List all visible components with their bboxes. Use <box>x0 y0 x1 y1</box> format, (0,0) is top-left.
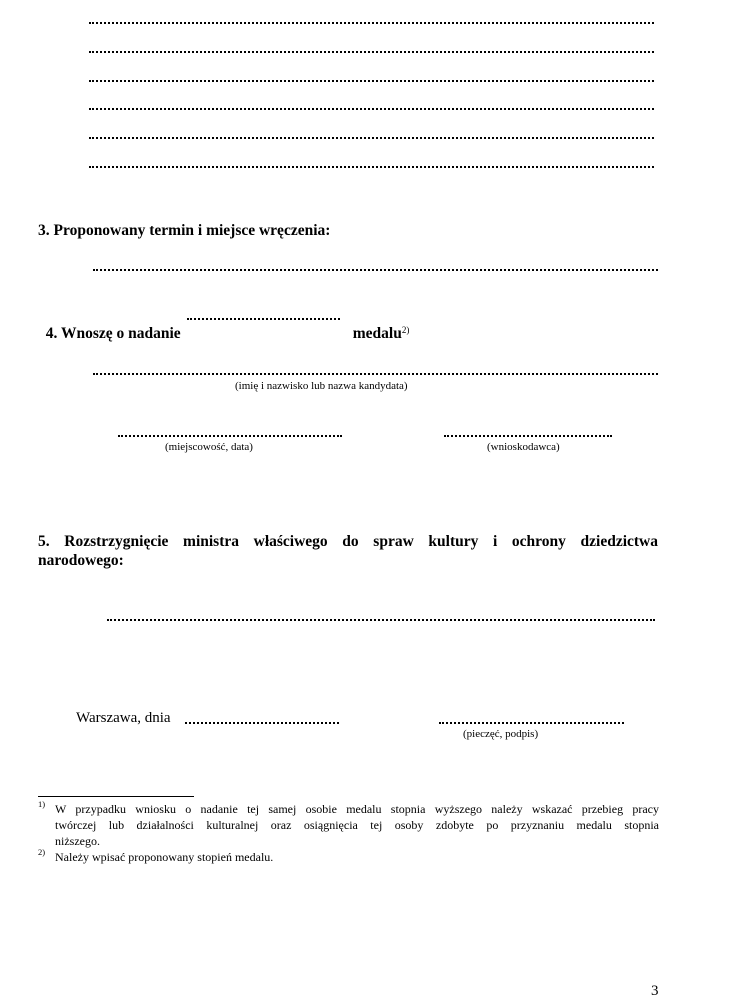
decision-dot-line[interactable] <box>107 619 655 621</box>
term-place-dot-line[interactable] <box>93 269 658 271</box>
section-4-heading-prefix: 4. Wnoszę o nadanie <box>45 325 181 342</box>
footnote-2-mark: 2) <box>38 847 46 857</box>
seal-signature-dot-line[interactable] <box>439 722 624 724</box>
place-date-caption: (miejscowość, data) <box>165 441 253 453</box>
footnote-separator <box>38 796 194 797</box>
applicant-dot-line[interactable] <box>444 435 612 437</box>
footnote-1-line: twórczej lub działalności kulturalnej oraz osiągnięcia tej osoby zdobyte po przyznaniu medalu stopnia <box>55 818 659 832</box>
section-5-heading-cont: narodowego: <box>38 552 124 569</box>
page-number: 3 <box>651 983 659 999</box>
applicant-caption: (wnioskodawca) <box>487 441 560 453</box>
section-4-heading-suffix <box>345 305 409 343</box>
answer-dot-line[interactable] <box>89 166 654 168</box>
answer-dot-line[interactable] <box>89 80 654 82</box>
footnote-ref-2: 2) <box>401 325 410 335</box>
medal-word: medalu <box>352 325 402 342</box>
seal-signature-caption: (pieczęć, podpis) <box>463 728 539 740</box>
section-5-heading: 5. Rozstrzygnięcie ministra właściwego do spraw kultury i ochrony dziedzictwa <box>38 533 658 550</box>
section-4-heading <box>38 305 181 343</box>
footnote-1-line: niższego. <box>55 834 100 848</box>
candidate-dot-line[interactable] <box>93 373 658 375</box>
place-date-dot-line[interactable] <box>118 435 342 437</box>
section-3-heading: 3. Proponowany termin i miejsce wręczenia: <box>38 222 331 239</box>
city-date-label: Warszawa, dnia <box>76 710 171 726</box>
answer-dot-line[interactable] <box>89 108 654 110</box>
footnote-1-line: W przypadku wniosku o nadanie tej samej osobie medalu stopnia wyższego należy wskazać przebieg pracy <box>55 802 659 816</box>
answer-dot-line[interactable] <box>89 137 654 139</box>
answer-dot-line[interactable] <box>89 22 654 24</box>
decision-date-dot-line[interactable] <box>185 722 339 724</box>
medal-degree-dot-line[interactable] <box>187 318 340 320</box>
answer-dot-line[interactable] <box>89 51 654 53</box>
footnote-2-line: Należy wpisać proponowany stopień medalu. <box>55 850 274 864</box>
footnote-1-mark: 1) <box>38 799 46 809</box>
candidate-caption: (imię i nazwisko lub nazwa kandydata) <box>235 380 408 392</box>
